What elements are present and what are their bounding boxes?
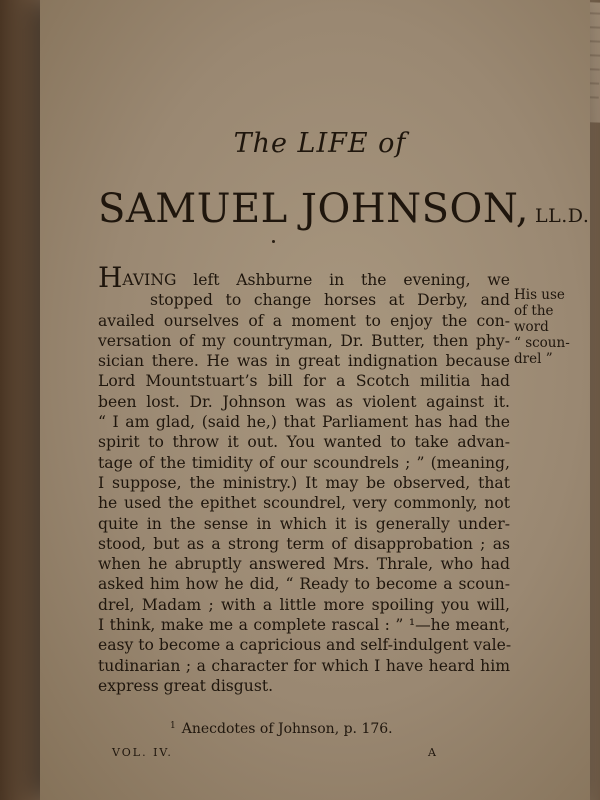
signature-letter: A <box>428 746 436 759</box>
title-degree: LL.D. <box>535 205 590 227</box>
text-line: I think, make me a complete rascal : ” ¹—he meant, <box>98 616 510 635</box>
text-line: express great disgust. <box>98 676 274 695</box>
ornament-dot <box>272 240 275 243</box>
body-paragraph <box>98 261 512 696</box>
footnote-text: Anecdotes of Johnson, p. 176. <box>181 721 393 737</box>
text-line: availed ourselves of a moment to enjoy the con- <box>98 311 510 330</box>
text-line: versation of my countryman, Dr. Butter, then phy- <box>98 331 510 350</box>
text-line: Lord Mountstuart’s bill for a Scotch militia had <box>98 372 510 391</box>
text-line: he used the epithet scoundrel, very commonly, not <box>98 494 510 513</box>
text-line: “ I am glad, (said he,) that Parliament has had the <box>98 413 510 432</box>
text-line: drel, Madam ; with a little more spoiling you will, <box>98 595 510 614</box>
text-line: HAVING left Ashburne in the evening, we <box>98 261 510 294</box>
book-page <box>40 0 590 800</box>
footnote <box>170 721 393 737</box>
margin-note-line: word <box>514 319 549 335</box>
margin-note-line: His use <box>514 287 565 303</box>
text-line: I suppose, the ministry.) It may be observed, that <box>98 473 510 492</box>
text-line: tudinarian ; a character for which I have heard him <box>98 656 510 675</box>
text-line: spirit to throw it out. You wanted to take advan- <box>98 433 510 452</box>
text-line: stood, but as a strong term of disapprobation ; as <box>98 534 510 553</box>
text-line: sician there. He was in great indignation because <box>98 352 510 371</box>
chapter-title <box>98 186 589 232</box>
drop-cap: H <box>98 261 123 294</box>
text-line: stopped to change horses at Derby, and <box>150 291 510 310</box>
footnote-marker: 1 <box>170 721 176 731</box>
volume-signature: VOL. IV. <box>112 746 173 759</box>
text-line: tage of the timidity of our scoundrels ; ” (meaning, <box>98 453 510 472</box>
margin-note-line: of the <box>514 303 554 319</box>
margin-note-line: “ scoun- <box>514 335 570 351</box>
title-name: SAMUEL JOHNSON, <box>98 186 529 232</box>
text-line: when he abruptly answered Mrs. Thrale, who had <box>98 555 510 574</box>
text-line: quite in the sense in which it is generally under- <box>98 514 510 533</box>
running-title: The LIFE of <box>233 128 407 159</box>
margin-note-line: drel ” <box>514 351 553 367</box>
text-line: been lost. Dr. Johnson was as violent against it. <box>98 392 510 411</box>
text-line: easy to become a capricious and self-indulgent vale- <box>98 636 512 655</box>
text-line: asked him how he did, “ Ready to become a scoun- <box>98 575 510 594</box>
margin-note <box>514 287 586 367</box>
